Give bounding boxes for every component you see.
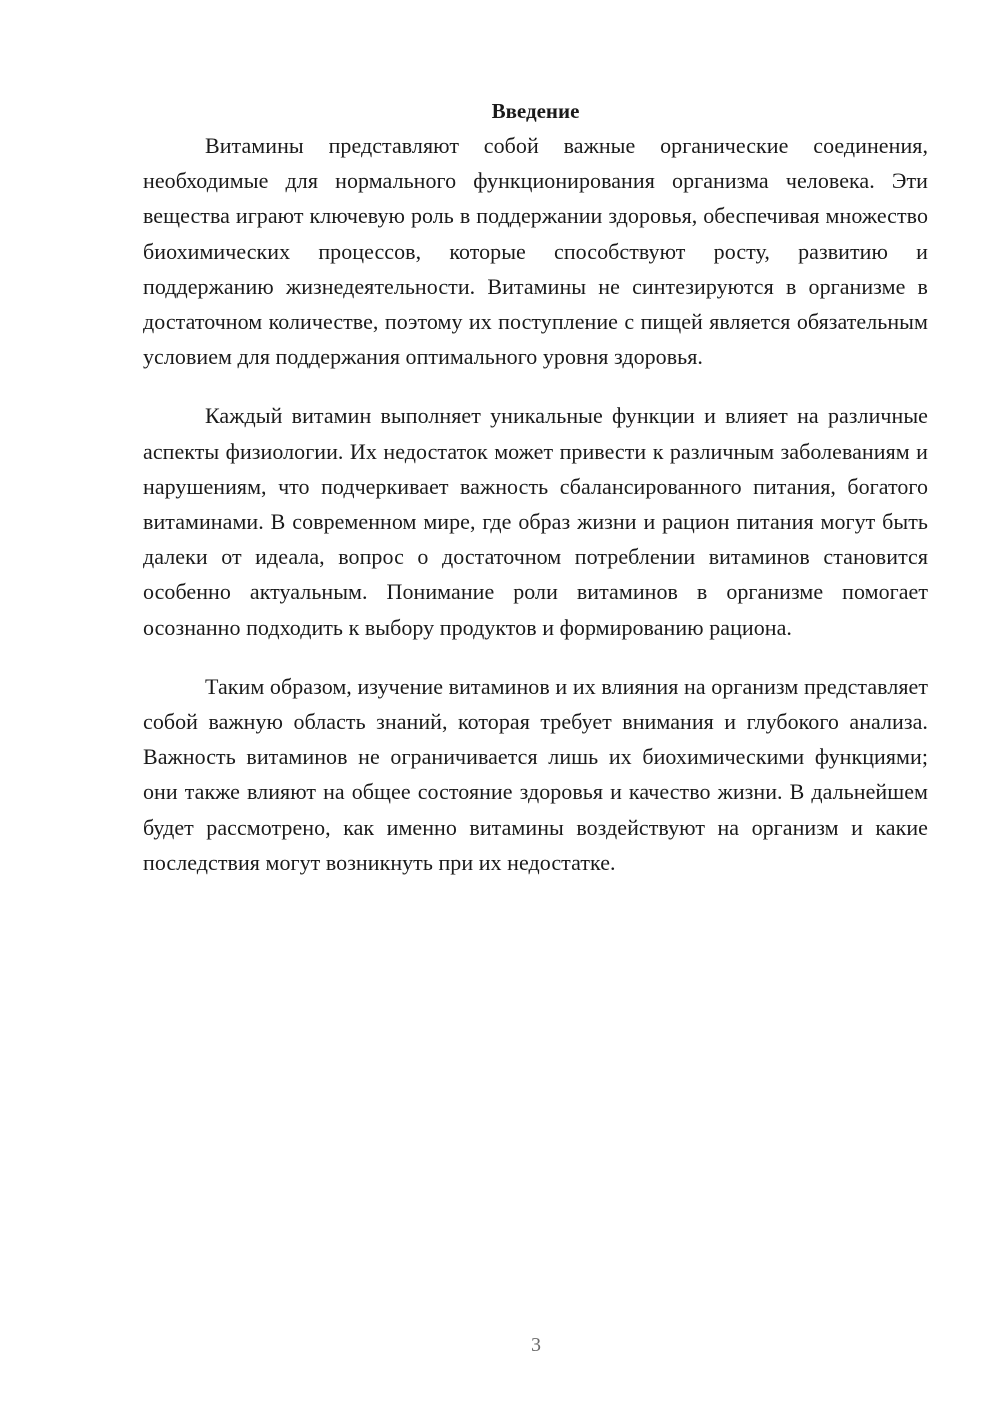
- section-title: Введение: [491, 99, 580, 123]
- paragraph-1: Витамины представляют собой важные органические соединения, необходимые для нормального функционирования организма человека. Эти вещества играют ключевую роль в поддержании здоровья, обеспечивая множество биохимических процессов, которые способствуют росту, развитию и поддержанию жизнедеятельности. Витамины не синтезируются в организме в достаточном количестве, поэтому их поступление с пищей является обязательным условием для поддержания оптимального уровня здоровья.: [143, 133, 928, 370]
- page-number: 3: [531, 1334, 541, 1356]
- paragraph-3: Таким образом, изучение витаминов и их влияния на организм представляет собой важную область знаний, которая требует внимания и глубокого анализа. Важность витаминов не ограничивается лишь их биохимическими функциями; они также влияют на общее состояние здоровья и качество жизни. В дальнейшем будет рассмотрено, как именно витамины воздействуют на организм и какие последствия могут возникнуть при их недостатке.: [143, 673, 928, 875]
- paragraph-2: Каждый витамин выполняет уникальные функции и влияет на различные аспекты физиологии. Их недостаток может привести к различным заболеваниям и нарушениям, что подчеркивает важность сбалансированного питания, богатого витаминами. В современном мире, где образ жизни и рацион питания могут быть далеки от идеала, вопрос о достаточном потреблении витаминов становится особенно актуальным. Понимание роли витаминов в организме помогает осознанно подходить к выбору продуктов и формированию рациона.: [143, 403, 928, 640]
- page-content: [143, 96, 928, 904]
